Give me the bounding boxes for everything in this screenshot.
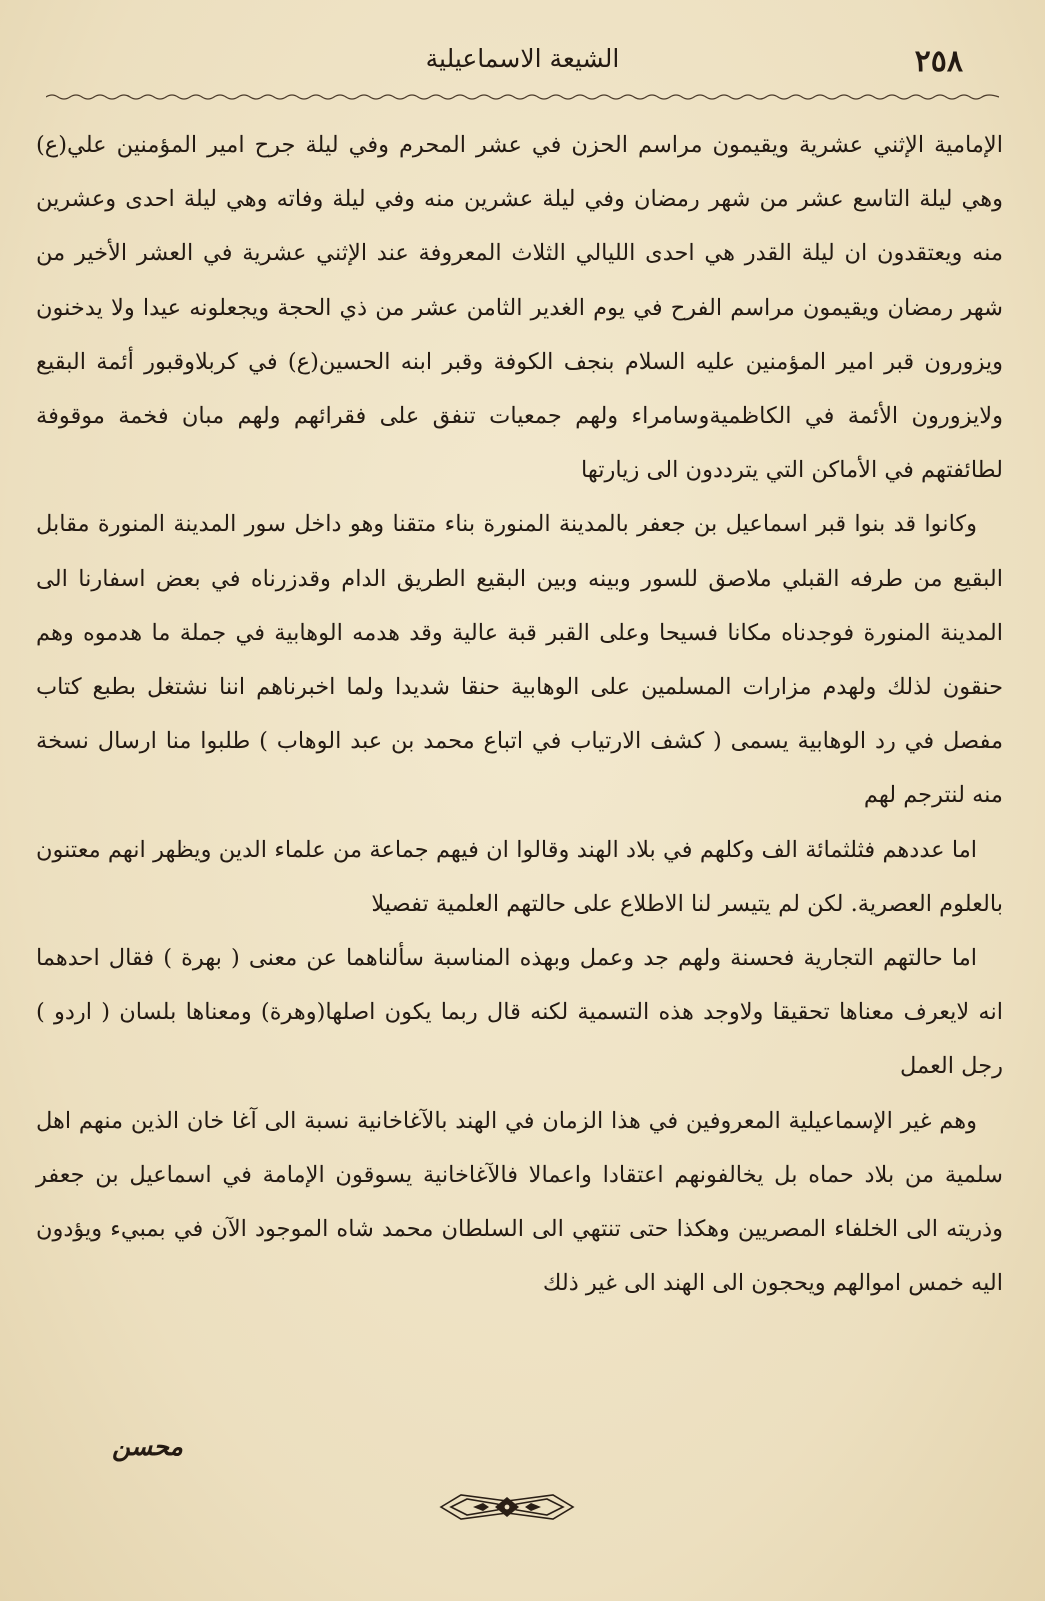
ornament-icon xyxy=(437,1489,577,1525)
header-rule xyxy=(46,93,999,101)
paragraph-4: اما حالتهم التجارية فحسنة ولهم جد وعمل وبهذه المناسبة سألناهما عن معنى ( بهرة ) فقال احدهما انه لايعرف معناها تحقيقا ولاوجد هذه التسمية لكنه قال ربما يكون اصلها(وهرة) ومعناها بلسان ( اردو ) رجل العمل xyxy=(36,945,1003,1080)
body-text xyxy=(36,118,1003,1310)
signature: محسن xyxy=(112,1432,183,1461)
page-number: ٢٥٨ xyxy=(914,44,963,79)
page-header xyxy=(40,38,1005,88)
running-title: الشيعة الاسماعيلية xyxy=(425,44,620,73)
paragraph-5: وهم غير الإسماعيلية المعروفين في هذا الزمان في الهند بالآغاخانية نسبة الى آغا خان الذين منهم اهل سلمية من بلاد حماه بل يخالفونهم اعتقادا واعمالا فالآغاخانية يسوقون الإمامة في اسماعيل بن جعفر وذريته الى الخلفاء المصريين وهكذا حتى تنتهي الى السلطان محمد شاه الموجود الآن في بمبيء ويؤدون اليه خمس اموالهم ويحجون الى الهند الى غير ذلك xyxy=(36,1107,1003,1297)
paragraph-1: الإمامية الإثني عشرية ويقيمون مراسم الحزن في عشر المحرم وفي ليلة جرح امير المؤمنين علي(ع) وهي ليلة التاسع عشر من شهر رمضان وفي ليلة عشرين منه وفي ليلة وفاته وهي ليلة احدى وعشرين منه ويعتقدون ان ليلة القدر هي احدى الليالي الثلاث المعروفة عند الإثني عشرية في العشر الأخير من شهر رمضان ويقيمون مراسم الفرح في يوم الغدير الثامن عشر من ذي الحجة ويجعلونه عيدا ولا يدخنون ويزورون قبر امير المؤمنين عليه السلام بنجف الكوفة وقبر ابنه الحسين(ع) في كربلاوقبور أئمة البقيع ولايزورون الأئمة في الكاظميةوسامراء ولهم جمعيات تنفق على فقرائهم ولهم مبان فخمة موقوفة لطائفتهم في الأماكن التي يترددون الى زيارتها xyxy=(36,132,1003,484)
paragraph-2: وكانوا قد بنوا قبر اسماعيل بن جعفر بالمدينة المنورة بناء متقنا وهو داخل سور المدينة المنورة مقابل البقيع من طرفه القبلي ملاصق للسور وبينه وبين البقيع الطريق الدام وقدزرناه في بعض اسفارنا الى المدينة المنورة فوجدناه مكانا فسيحا وعلى القبر قبة عالية وقد هدمه الوهابية في جملة ما هدموه وهم حنقون لذلك ولهدم مزارات المسلمين على الوهابية حنقا شديدا ولما اخبرناهم اننا نشتغل بطبع كتاب مفصل في رد الوهابية يسمى ( كشف الارتياب في اتباع محمد بن عبد الوهاب ) طلبوا منا ارسال نسخة منه لنترجم لهم xyxy=(36,511,1003,809)
paragraph-3: اما عددهم فثلثمائة الف وكلهم في بلاد الهند وقالوا ان فيهم جماعة من علماء الدين ويظهر انهم معتنون بالعلوم العصرية. لكن لم يتيسر لنا الاطلاع على حالتهم العلمية تفصيلا xyxy=(36,836,1003,917)
